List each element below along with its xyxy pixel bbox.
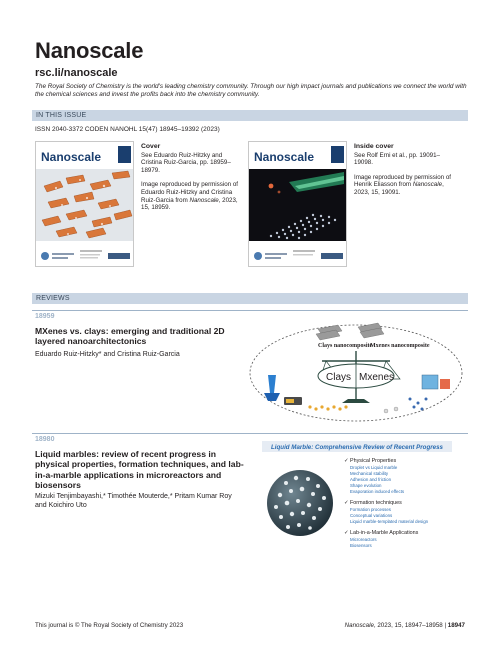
in-this-issue-header: IN THIS ISSUE	[32, 110, 468, 121]
section-heading: Formation techniques	[350, 500, 402, 506]
footer-journal: Nanoscale	[344, 622, 374, 629]
journal-title: Nanoscale	[35, 38, 144, 63]
article-authors: Eduardo Ruiz-Hitzky* and Cristina Ruiz-Garcia	[35, 351, 180, 358]
clays-nanocomposite-label: Clays nanocomposite	[318, 343, 373, 349]
inside-cover-credit-text: Image reproduced by permission of Henrik Eliasson from	[354, 173, 451, 189]
mxenes-nanocomposite-label: Mxenes nanocomposite	[370, 343, 430, 349]
inside-cover-image[interactable]	[248, 141, 347, 267]
reviews-header: REVIEWS	[32, 293, 468, 304]
cover-caption	[141, 143, 241, 219]
journal-intro: The Royal Society of Chemistry is the world's leading chemistry community. Through our high impact journals and publications we connect the world with the chemical sciences and invest the profits back into the chemistry community.	[35, 83, 467, 99]
cover-credit-text: Image reproduced by permission of Eduardo Ruiz-Hitzky and Cristina Ruiz-Garcia from	[141, 181, 238, 204]
section-heading: Physical Properties	[350, 458, 397, 464]
journal-url[interactable]: rsc.li/nanoscale	[35, 67, 118, 79]
section-item: Shape evolution	[350, 483, 382, 488]
section-item: Biosensors	[350, 543, 372, 548]
article-authors: Mizuki Tenjimbayashi,* Timothée Mouterde,* Pritam Kumar Roy and Koichiro Uto	[35, 493, 232, 509]
article-number[interactable]: 18980	[35, 436, 55, 443]
article-divider	[32, 433, 468, 434]
page-number: 18947	[447, 622, 465, 629]
section-item: Mechanical stability	[350, 471, 389, 476]
cover-heading: Cover	[141, 143, 161, 150]
section-item: Conceptual variations	[350, 513, 393, 518]
section-item: Formation processes	[350, 507, 391, 512]
footer-citation-text: , 2023, 15, 18947–18958 |	[373, 622, 448, 629]
toc-graphic-mxenes-clays[interactable]	[246, 321, 466, 423]
section-item: Microreactors	[350, 537, 377, 542]
inside-cover-heading: Inside cover	[354, 143, 394, 150]
inside-cover-image-title: Nanoscale	[254, 150, 315, 164]
svg-text:✓ Lab-in-a-Marble Applications: ✓ Lab-in-a-Marble Applications	[344, 530, 419, 536]
section-item: Adhesion and friction	[350, 477, 392, 482]
section-item: Droplet vs Liquid marble	[350, 465, 398, 470]
cover-image[interactable]	[35, 141, 134, 267]
article-number[interactable]: 18959	[35, 313, 55, 320]
inside-cover-caption	[354, 143, 454, 204]
toc-graphic-liquid-marble[interactable]	[262, 441, 452, 556]
section-item: Liquid marble-templated material design	[350, 519, 429, 524]
cover-reference[interactable]: See Eduardo Ruiz-Hitzky and Cristina Ruiz-Garcia, pp. 18959–18979.	[141, 151, 231, 174]
footer-copyright: This journal is © The Royal Society of Chemistry 2023	[35, 622, 184, 629]
cover-credit-citation: , 2023, 15, 18959.	[141, 196, 238, 212]
section-heading: Lab-in-a-Marble Applications	[350, 530, 419, 536]
article-divider	[32, 310, 468, 311]
cover-credit-journal: Nanoscale	[189, 196, 219, 204]
inside-cover-credit	[354, 174, 454, 197]
svg-text:✓ Physical Properties: ✓ Physical Properties	[344, 458, 397, 464]
inside-cover-credit-journal: Nanoscale	[412, 181, 443, 189]
footer-citation	[345, 622, 465, 629]
inside-cover-reference[interactable]: See Rolf Erni et al., pp. 19091–19098.	[354, 151, 440, 167]
liquid-marble-banner: Liquid Marble: Comprehensive Review of Recent Progress	[271, 444, 443, 451]
scale-mxenes-label: Mxenes	[359, 372, 395, 383]
article-title[interactable]: MXenes vs. clays: emerging and traditional 2D layered nanoarchitectonics	[35, 326, 225, 347]
cover-credit	[141, 181, 241, 211]
issn-line: ISSN 2040-3372 CODEN NANOHL 15(47) 18945–19392 (2023)	[35, 126, 220, 133]
inside-cover-credit-citation: , 2023, 15, 19091.	[354, 181, 444, 196]
section-item: Evaporation induced effects	[350, 489, 405, 494]
article-title[interactable]: Liquid marbles: review of recent progress in physical properties, formation techniques, and lab-in-a-marble applications in microreactors and biosensors	[35, 449, 244, 491]
svg-text:✓ Formation techniques: ✓ Formation techniques	[344, 500, 402, 506]
cover-image-title: Nanoscale	[41, 150, 102, 164]
scale-clays-label: Clays	[326, 372, 352, 383]
